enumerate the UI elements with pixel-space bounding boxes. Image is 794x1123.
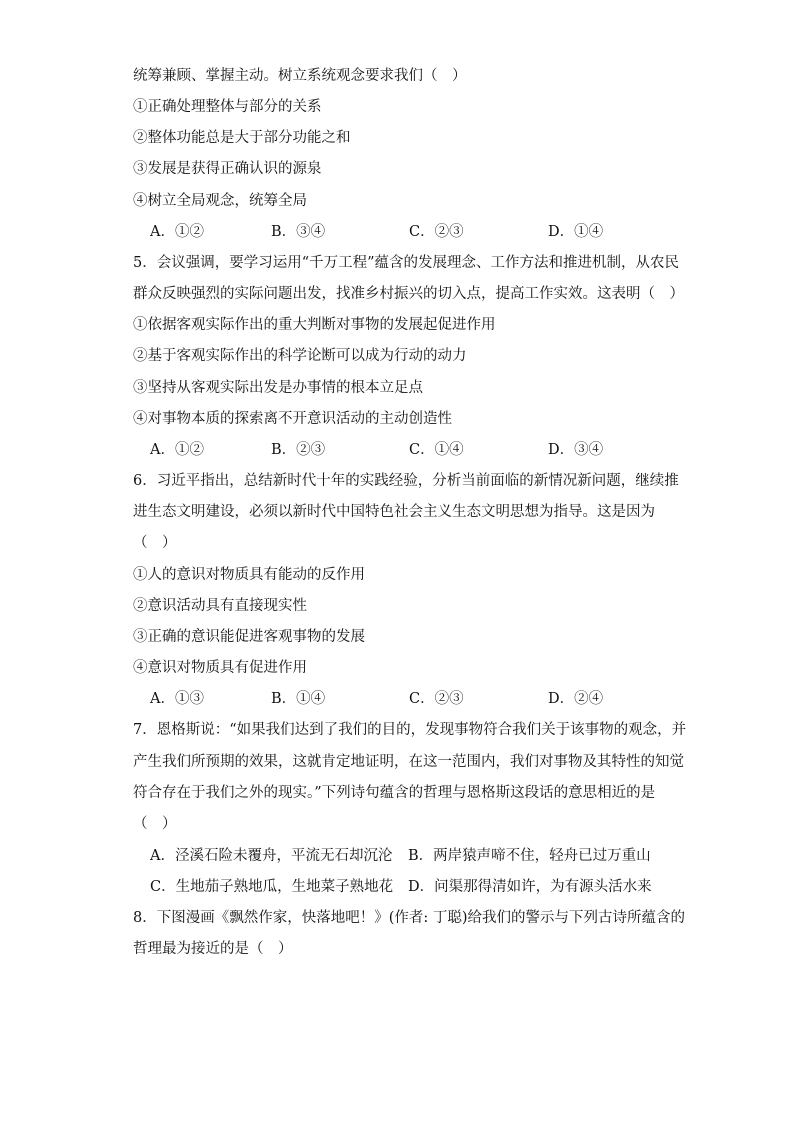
q6-stem-line-3: （ ） [133, 535, 177, 551]
q6-item-4: ④意识对物质具有促进作用 [133, 660, 307, 676]
q7-stem-line-4: （ ） [133, 816, 177, 832]
q4-item-3: ③发展是获得正确认识的源泉 [133, 161, 322, 177]
q5-option-b[interactable]: B．②③ [271, 442, 326, 458]
q7-option-a[interactable]: A．泾溪石险未覆舟，平流无石却沉沦 [150, 848, 393, 864]
q5-option-c[interactable]: C．①④ [409, 442, 464, 458]
q4-item-2: ②整体功能总是大于部分功能之和 [133, 130, 351, 146]
q6-item-3: ③正确的意识能促进客观事物的发展 [133, 629, 365, 645]
q7-stem-line-1: 7．恩格斯说：“如果我们达到了我们的目的，发现事物符合我们关于该事物的观念，并 [133, 722, 687, 738]
q6-option-b[interactable]: B．①④ [271, 691, 326, 707]
q6-item-2: ②意识活动具有直接现实性 [133, 598, 307, 614]
q7-stem-line-3: 符合存在于我们之外的现实。”下列诗句蕴含的哲理与恩格斯这段话的意思相近的是 [133, 785, 656, 801]
q4-item-1: ①正确处理整体与部分的关系 [133, 99, 322, 115]
q5-stem-line-1: 5．会议强调，要学习运用“千万工程”蕴含的发展理念、工作方法和推进机制，从农民 [133, 255, 680, 271]
q4-stem: 统筹兼顾、掌握主动。树立系统观念要求我们（ ） [133, 68, 467, 84]
q4-option-c[interactable]: C．②③ [409, 224, 464, 240]
q4-option-a[interactable]: A．①② [150, 224, 204, 240]
q5-option-d[interactable]: D．③④ [548, 442, 604, 458]
q6-item-1: ①人的意识对物质具有能动的反作用 [133, 567, 365, 583]
q5-item-2: ②基于客观实际作出的科学论断可以成为行动的动力 [133, 348, 467, 364]
q7-option-b[interactable]: B．两岸猿声啼不住，轻舟已过万重山 [408, 848, 651, 864]
q4-option-b[interactable]: B．③④ [271, 224, 326, 240]
q6-option-c[interactable]: C．②③ [409, 691, 464, 707]
q4-item-4: ④树立全局观念，统筹全局 [133, 193, 307, 209]
q5-item-3: ③坚持从客观实际出发是办事情的根本立足点 [133, 380, 423, 396]
q4-option-d[interactable]: D．①④ [548, 224, 604, 240]
q5-stem-line-2: 群众反映强烈的实际问题出发，找准乡村振兴的切入点，提高工作实效。这表明（ ） [133, 286, 684, 302]
q5-option-a[interactable]: A．①② [150, 442, 204, 458]
q6-stem-line-2: 进生态文明建设，必须以新时代中国特色社会主义生态文明思想为指导。这是因为 [133, 504, 655, 520]
q5-item-4: ④对事物本质的探索离不开意识活动的主动创造性 [133, 411, 452, 427]
q6-stem-line-1: 6．习近平指出，总结新时代十年的实践经验，分析当前面临的新情况新问题，继续推 [133, 473, 679, 489]
q5-item-1: ①依据客观实际作出的重大判断对事物的发展起促进作用 [133, 317, 496, 333]
q8-stem-line-1: 8．下图漫画《飘然作家，快落地吧！》(作者: 丁聪)给我们的警示与下列古诗所蕴含的 [133, 910, 686, 926]
q8-stem-line-2: 哲理最为接近的是（ ） [133, 941, 293, 957]
q6-option-a[interactable]: A．①③ [150, 691, 204, 707]
q7-option-c[interactable]: C．生地茄子熟地瓜，生地菜子熟地花 [150, 879, 394, 895]
q7-stem-line-2: 产生我们所预期的效果，这就肯定地证明，在这一范围内，我们对事物及其特性的知觉 [133, 754, 684, 770]
q7-option-d[interactable]: D．问渠那得清如许，为有源头活水来 [408, 879, 652, 895]
q6-option-d[interactable]: D．②④ [548, 691, 604, 707]
